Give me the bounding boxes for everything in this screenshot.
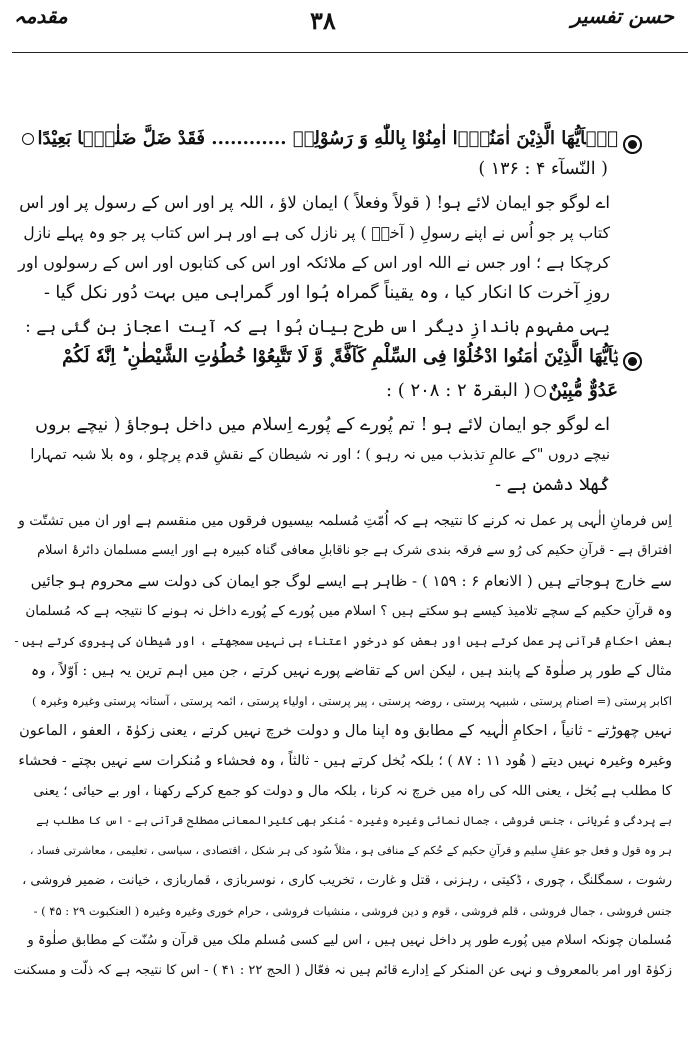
body-line: جنس فروشی ، جمال فروشی ، قلم فروشی ، قوم و دین فروشی ، منشیات فروشی ، حرام خوری وغیرہ وغیرہ ( العنکبوت ۲۹ : ۴۵ ) - <box>33 904 672 918</box>
body-line: وہ قرآنِ حکیم کے سچے تلامیذ کیسے ہو سکتے ہیں ؟ اسلام میں پُورے کے پُورے داخل نہ ہونے کا نتیجہ ہے کہ مُسلمان <box>25 603 672 619</box>
body-line: بے پردگی و عُریانی ، جنس فروشی ، جمال نمائی وغیرہ وغیرہ - مُنکر بھی کثیرالمعانی مصطلح قرآنی ہے - اس کا مطلب ہے <box>36 814 672 827</box>
book-title: حسن تفسیر <box>571 4 674 28</box>
body-line: اِس فرمانِ الٰہی پر عمل نہ کرنے کا نتیجہ ہے کہ اُمّتِ مُسلمہ بیسیوں فرقوں میں منقسم ہے اور ان میں تشتّت و <box>18 513 672 529</box>
body-line: اکابر پرستی (= اصنام پرستی ، شبیہہ پرستی ، روضہ پرستی ، پیر پرستی ، اولیاء پرستی ، ائمہ پرستی ، آستانہ پرستی وغیرہ وغیرہ ) <box>31 694 672 708</box>
body-line: زکوٰۃ اور امر بالمعروف و نہی عن المنکر کے اِدارے قائم ہیں نہ فعّال ( الحج ۲۲ : ۴۱ ) - اس کا نتیجہ ہے کہ ذلّت و مسکنت <box>13 963 672 978</box>
body-line: افتراق ہے - قرآنِ حکیم کی رُو سے فرقہ بندی شرک ہے جو ناقابلِ معافی گناہ کبیرہ ہے اور ایسے مسلمان دائرۂ اسلام <box>37 543 672 558</box>
body-line: ہر وہ قول و فعل جو عقلِ سلیم و قرآنِ حکیم کے حُکم کے منافی ہو ، مثلاً سُود کی ہر شکل ، اقتصادی ، سیاسی ، تعلیمی ، معاشرتی فساد ، <box>29 844 672 857</box>
verse2-ref: ( البقرۃ ۲ : ۲۰۸ ) : <box>385 380 531 401</box>
verse-bullet-icon <box>623 135 642 154</box>
para1-line: اے لوگو جو ایمان لائے ہو! ( قولاً وفعلاً ) ایمان لاؤ ، اللہ پر اور اس کے رسول پر اور اس <box>19 193 610 212</box>
page-number: ۳۸ <box>310 6 336 35</box>
body-line: بعض احکامِ قرآنی پر عمل کرتے ہیں اور بعض کو درخورِ اعتناء ہی نہیں سمجھتے ، اور شیطان کی پیروی کرتے ہیں - <box>14 634 672 648</box>
intro-line: یہی مفہوم باندازِ دیگر اس طرح بیان ہُوا ہے کہ آیت اعجاز بن گئی ہے : <box>25 317 610 337</box>
header-rule <box>12 52 688 53</box>
verse1-text: یٰۤاَیُّهَا الَّذِیْنَ اٰمَنُوْۤا اٰمِنُوْا بِاللّٰهِ وَ رَسُوْلِهٖ ............ فَقَدْ ضَلَّ ضَلٰلًۢا بَعِیْدًا <box>37 128 618 149</box>
verse-bullet-icon <box>623 352 642 371</box>
verse1-ref: ( النّسآء ۴ : ۱۳۶ ) <box>478 159 608 179</box>
verse2-text: عَدُوٌّ مُّبِیْنٌ <box>548 380 618 401</box>
body-line: رشوت ، سمگلنگ ، چوری ، ڈکیتی ، رہزنی ، قتل و غارت ، تخریب کاری ، نوسربازی ، قماربازی ، خیانت ، ضمیر فروشی ، <box>22 873 672 888</box>
section-title: مقدمہ <box>14 4 68 28</box>
body-line: سے خارج ہوجاتے ہیں ( الانعام ۶ : ۱۵۹ ) - ظاہر ہے ایسے لوگ جو ایمان کی دولت سے محروم ہو جائیں <box>30 572 672 590</box>
para2-line: کُھلا دشمن ہے - <box>495 475 610 495</box>
body-line: وغیرہ وغیرہ نہیں دیتے ( ھُود ۱۱ : ۸۷ ) ؛ بلکہ بُخل کرتے ہیں - ثالثاً ، وہ فحشاء و مُنکرات سے نہیں بچتے - فحشاء <box>18 753 672 769</box>
verse2-line2 <box>386 380 618 402</box>
verse-end-icon <box>22 133 34 145</box>
body-line: نہیں چھوڑتے - ثانیاً ، احکامِ الٰہیہ کے مطابق وہ اپنا مال و دولت خرچ نہیں کرتے ، یعنی زکوٰۃ ، العفو ، الماعون <box>19 723 672 739</box>
para1-line: کرچکا ہے ؛ اور جس نے اللہ اور اس کے ملائکہ اور اس کی کتابوں اور اس کے رسولوں اور <box>18 253 610 272</box>
verse2-line1: یٰۤاَیُّهَا الَّذِیْنَ اٰمَنُوا ادْخُلُوْا فِی السِّلْمِ كَآفَّةً ۪ وَّ لَا تَتَّبِعُوْا خُطُوٰتِ الشَّیْطٰنِ ؕ اِنَّهٗ لَكُمْ <box>62 346 618 367</box>
para1-line: کتاب پر جو اُس نے اپنے رسولِ ( آخرؐ ) پر نازل کی ہے اور ہر اس کتاب پر جو وہ پہلے نازل <box>23 224 610 242</box>
para1-line: روزِ آخرت کا انکار کیا ، وہ یقیناً گمراہ ہُوا اور گمراہی میں بہت دُور نکل گیا - <box>43 283 610 303</box>
body-line: کا مطلب ہے بُخل ، یعنی اللہ کی راہ میں خرچ نہ کرنا ، بلکہ مال و دولت کو جمع کرکے رکھنا ، اور بے حیائی ؛ یعنی <box>33 783 672 799</box>
body-line: مُسلمان چونکہ اسلام میں پُورے طور پر داخل نہیں ہیں ، اس لیے کسی مُسلم ملک میں قرآن و سُنّت کے مطابق صلٰوۃ و <box>27 933 672 948</box>
para2-line: اے لوگو جو ایمان لائے ہو ! تم پُورے کے پُورے اِسلام میں داخل ہوجاؤ ( نیچے بروں <box>35 415 610 435</box>
para2-line: نیچے دروں "کے عالمِ تذبذب میں نہ رہو ) ؛ اور نہ شیطان کے نقشِ قدم پرچلو ، وہ بلا شبہ تمہارا <box>30 447 610 463</box>
verse1-arabic <box>19 128 618 150</box>
body-line: مثال کے طور پر صلٰوۃ کے پابند ہیں ، لیکن اس کے تقاضے پورے نہیں کرتے ، جن میں اہم ترین یہ ہیں : اَوّلاً ، وہ <box>31 663 672 679</box>
verse-end-icon <box>534 385 546 397</box>
